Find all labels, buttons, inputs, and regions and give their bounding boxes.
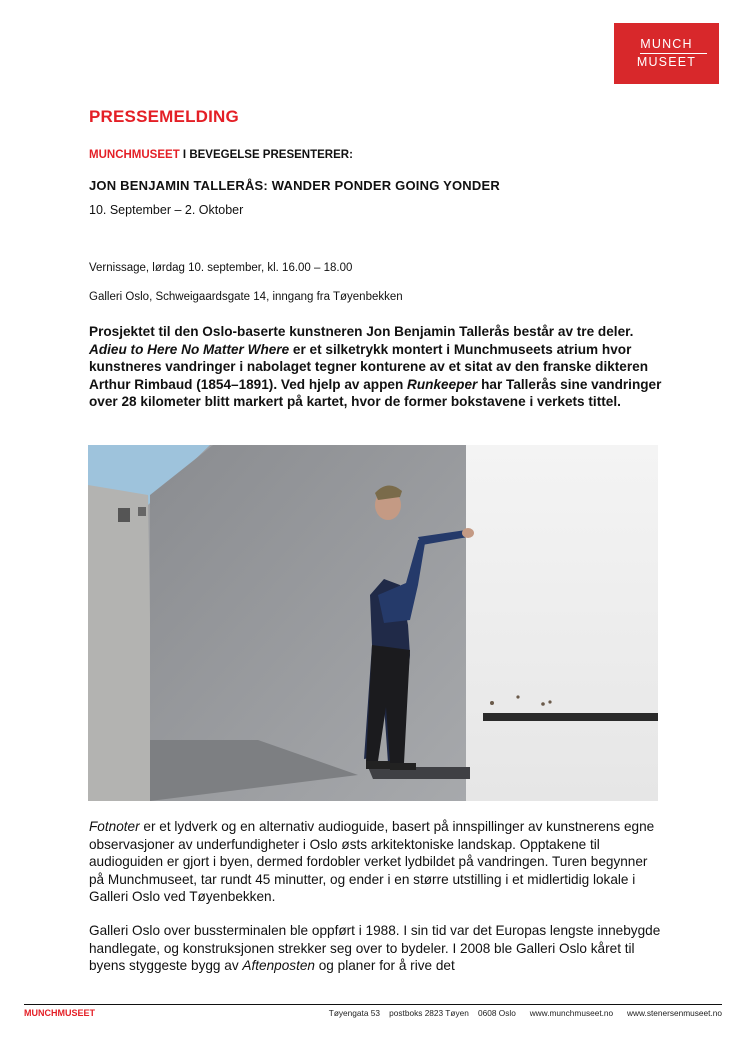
- left-building: [88, 485, 153, 801]
- exhibition-title: JON BENJAMIN TALLERÅS: WANDER PONDER GOING YONDER: [89, 178, 500, 193]
- logo-line-1: MUNCH: [640, 37, 693, 51]
- footer-brand: MUNCHMUSEET: [24, 1008, 95, 1018]
- lead-work-title-1: Adieu to Here No Matter Where: [89, 341, 290, 357]
- fotnoter-paragraph: [89, 818, 664, 906]
- lead-paragraph: [89, 323, 664, 411]
- galleri-text-2: og planer for å rive det: [314, 958, 455, 974]
- logo-line-2: MUSEET: [636, 55, 697, 69]
- lead-text-1: Prosjektet til den Oslo-baserte kunstneren Jon Benjamin Tallerås består av tre deler.: [89, 324, 634, 339]
- footer-contact-info: Tøyengata 53 postboks 2823 Tøyen 0608 Oslo www.munchmuseet.no www.stenersenmuseet.no: [328, 1008, 722, 1018]
- logo-divider: [640, 53, 707, 54]
- lead-app-name: Runkeeper: [407, 376, 478, 392]
- presenter-brand: MUNCHMUSEET: [89, 149, 180, 161]
- black-strip: [483, 713, 658, 721]
- lead-text-2: er et silketrykk montert i Munchmuseets atrium hvor kunstneres vandringer i nabolaget tegner konturene av et sitat av den franske dikteren Arthur Rimbaud (1854–1891). Ved hjelp av appen: [89, 341, 649, 392]
- fotnoter-text: er et lydverk og en alternativ audioguide, basert på innspillinger av kunstnerens egne observasjoner av underfundigheter i Oslo østs arkitektoniske landskap. Opptakene til audioguiden er gjort i byen, dermed fordobler verket lydbildet på vandringen. Turen begynner på Munchmuseet, tar rundt 45 minutter, og ender i en større utstilling i et midlertidig lokale i Galleri Oslo ved Tøyenbekken.: [89, 819, 655, 905]
- location-info: Galleri Oslo, Schweigaardsgate 14, inngang fra Tøyenbekken: [89, 291, 403, 303]
- vernissage-info: Vernissage, lørdag 10. september, kl. 16.00 – 18.00: [89, 262, 353, 274]
- white-wall: [466, 445, 658, 801]
- exhibition-dates: 10. September – 2. Oktober: [89, 203, 244, 217]
- newspaper-name: Aftenposten: [242, 958, 315, 974]
- lead-text-3: har Tallerås sine vandringer over 28 kilometer blitt markert på kartet, hvor de former bokstavene i verkets tittel.: [89, 376, 662, 410]
- presenter-text: I BEVEGELSE PRESENTERER:: [179, 149, 353, 161]
- fotnoter-title: Fotnoter: [89, 819, 140, 834]
- press-release-label: PRESSEMELDING: [89, 107, 239, 126]
- galleri-oslo-paragraph: [89, 922, 664, 975]
- presenter-line: [89, 149, 353, 161]
- munch-museet-logo: [614, 23, 719, 84]
- artist-photo: [88, 445, 658, 801]
- galleri-text-1: Galleri Oslo over bussterminalen ble oppført i 1988. I sin tid var det Europas lengste innebygde handlegate, og konstruksjonen strekker seg over to bydeler. I 2008 ble Galleri Oslo kåret til byens styggeste bygg av: [89, 923, 661, 974]
- footer-divider: [24, 1004, 722, 1005]
